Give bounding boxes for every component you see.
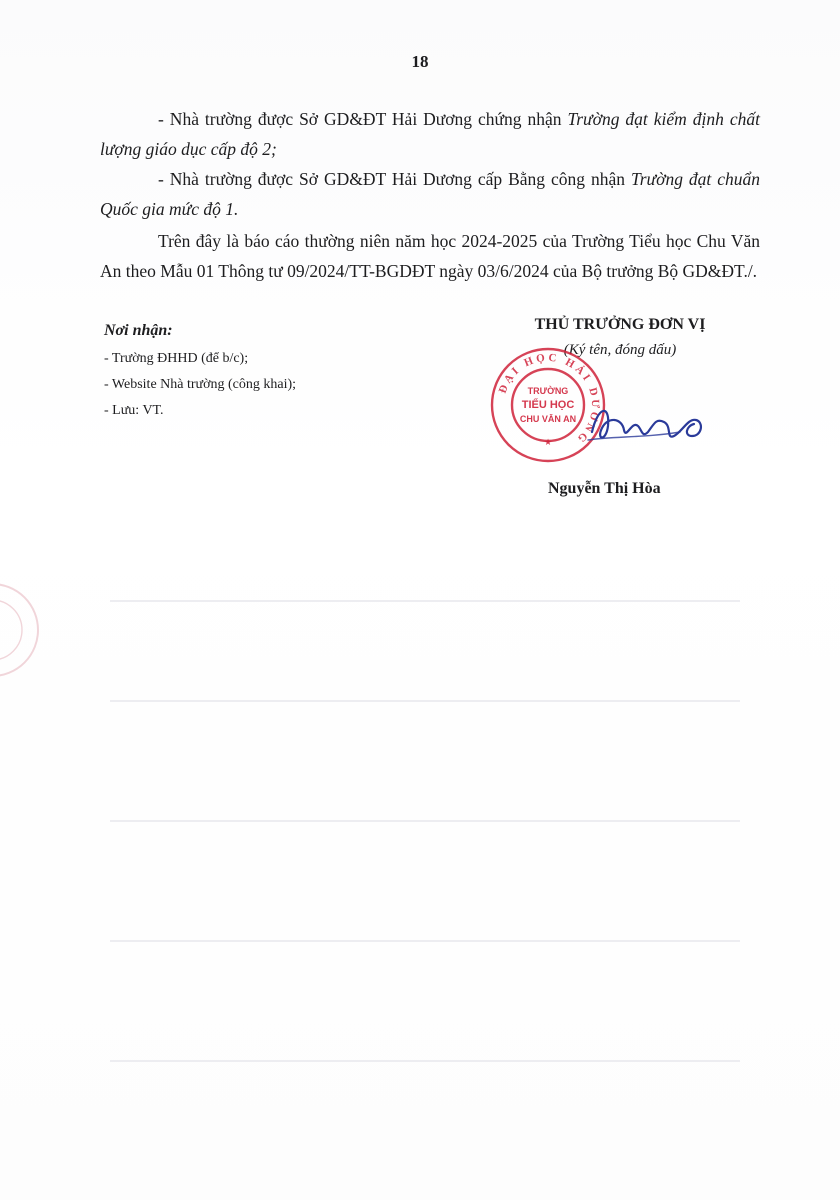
partial-seal-mark bbox=[0, 570, 42, 690]
bleed-line bbox=[110, 700, 740, 702]
paragraph-accreditation bbox=[100, 104, 760, 164]
paragraph-text: Trên đây là báo cáo thường niên năm học 2024-2025 của Trường Tiểu học Chu Văn An theo Mẫu 01 Thông tư 09/2024/TT-BGDĐT ngày 03/6/2024 của Bộ trưởng Bộ GD&ĐT./. bbox=[100, 231, 760, 281]
paragraph-text: - Nhà trường được Sở GD&ĐT Hải Dương cấp Bằng công nhận bbox=[158, 169, 631, 189]
recipients-block bbox=[104, 322, 434, 424]
seal-line: TIỂU HỌC bbox=[521, 399, 575, 411]
bleed-line bbox=[110, 940, 740, 942]
seal-ring-text: ĐẠI HỌC HẢI DƯƠNG bbox=[496, 351, 602, 447]
signature-subtitle: (Ký tên, đóng dấu) bbox=[563, 342, 677, 358]
recipient-line: - Lưu: VT. bbox=[104, 403, 164, 418]
recipient-line: - Trường ĐHHD (để b/c); bbox=[104, 351, 249, 366]
page-number: 18 bbox=[411, 52, 429, 71]
bleed-line bbox=[110, 600, 740, 602]
paragraph-text: - Nhà trường được Sở GD&ĐT Hải Dương chứng nhận bbox=[158, 109, 568, 129]
bleed-line bbox=[110, 1060, 740, 1062]
signature-title: THỦ TRƯỞNG ĐƠN VỊ bbox=[534, 316, 706, 333]
paragraph-national-standard bbox=[100, 164, 760, 224]
paragraph-conclusion bbox=[100, 226, 760, 286]
recipient-line: - Website Nhà trường (công khai); bbox=[104, 377, 297, 392]
paragraph-italic: Trường đạt chuẩn Quốc gia mức độ 1. bbox=[100, 169, 760, 219]
seal-line: CHU VĂN AN bbox=[519, 414, 577, 424]
recipients-title: Nơi nhận: bbox=[104, 322, 173, 339]
signer-name: Nguyễn Thị Hòa bbox=[548, 480, 661, 497]
paragraph-italic: Trường đạt kiểm định chất lượng giáo dục cấp độ 2; bbox=[100, 109, 760, 159]
handwritten-signature bbox=[584, 396, 714, 456]
svg-text:★: ★ bbox=[543, 437, 553, 447]
seal-line: TRƯỜNG bbox=[527, 386, 569, 396]
bleed-line bbox=[110, 820, 740, 822]
